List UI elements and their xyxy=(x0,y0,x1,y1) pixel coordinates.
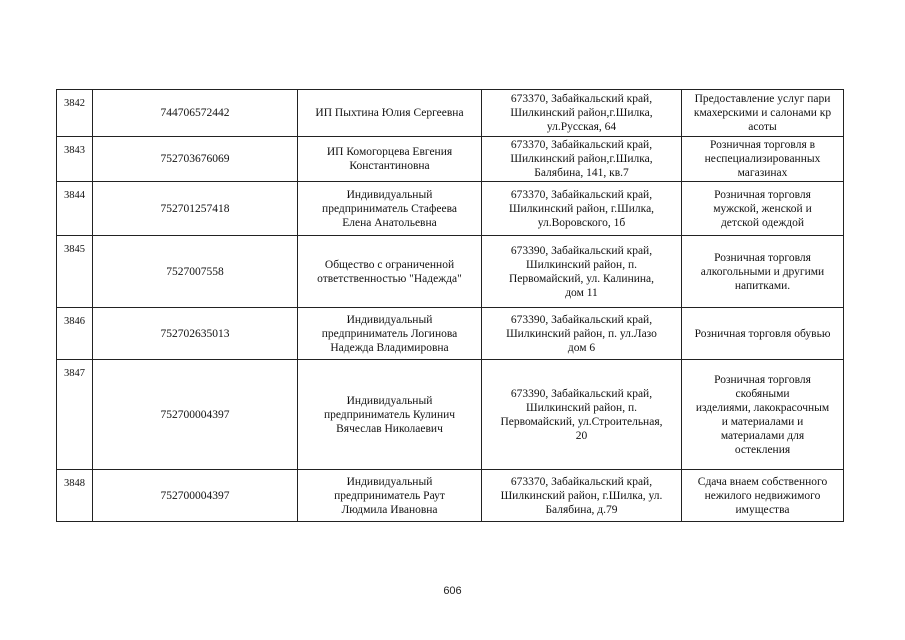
inn-cell: 752701257418 xyxy=(93,182,298,236)
address-cell: 673370, Забайкальский край, Шилкинский район, г.Шилка, ул. Балябина, д.79 xyxy=(482,470,682,522)
address-cell: 673370, Забайкальский край, Шилкинский район,г.Шилка, ул.Русская, 64 xyxy=(482,90,682,137)
table-row xyxy=(57,182,844,236)
business-name-cell: ИП Пыхтина Юлия Сергеевна xyxy=(298,90,482,137)
page-number: 606 xyxy=(443,585,462,597)
inn-cell: 744706572442 xyxy=(93,90,298,137)
address-cell: 673370, Забайкальский край, Шилкинский район,г.Шилка, Балябина, 141, кв.7 xyxy=(482,137,682,182)
activity-cell: Розничная торговля скобяными изделиями, лакокрасочным и материалами и материалами для остекления xyxy=(682,360,844,470)
activity-cell: Розничная торговля мужской, женской и детской одеждой xyxy=(682,182,844,236)
inn-cell: 752700004397 xyxy=(93,360,298,470)
address-cell: 673370, Забайкальский край, Шилкинский район, г.Шилка, ул.Воровского, 1б xyxy=(482,182,682,236)
table-row xyxy=(57,236,844,308)
business-name-cell: Индивидуальный предприниматель Стафеева Елена Анатольевна xyxy=(298,182,482,236)
business-name-cell: Индивидуальный предприниматель Логинова Надежда Владимировна xyxy=(298,308,482,360)
table-row xyxy=(57,137,844,182)
table-row xyxy=(57,308,844,360)
row-number: 3842 xyxy=(57,90,93,137)
table-row xyxy=(57,470,844,522)
inn-cell: 752703676069 xyxy=(93,137,298,182)
row-number: 3845 xyxy=(57,236,93,308)
activity-cell: Сдача внаем собственного нежилого недвижимого имущества xyxy=(682,470,844,522)
row-number: 3844 xyxy=(57,182,93,236)
row-number: 3847 xyxy=(57,360,93,470)
business-name-cell: Общество с ограниченной ответственностью "Надежда" xyxy=(298,236,482,308)
activity-cell: Розничная торговля в неспециализированных магазинах xyxy=(682,137,844,182)
activity-cell: Розничная торговля обувью xyxy=(682,308,844,360)
business-name-cell: Индивидуальный предприниматель Раут Людмила Ивановна xyxy=(298,470,482,522)
registry-table xyxy=(56,89,844,522)
address-cell: 673390, Забайкальский край, Шилкинский район, п. ул.Лазо дом 6 xyxy=(482,308,682,360)
inn-cell: 752700004397 xyxy=(93,470,298,522)
table-row xyxy=(57,360,844,470)
inn-cell: 7527007558 xyxy=(93,236,298,308)
inn-cell: 752702635013 xyxy=(93,308,298,360)
address-cell: 673390, Забайкальский край, Шилкинский район, п. Первомайский, ул.Строительная, 20 xyxy=(482,360,682,470)
registry-body xyxy=(57,90,844,522)
row-number: 3848 xyxy=(57,470,93,522)
row-number: 3846 xyxy=(57,308,93,360)
row-number: 3843 xyxy=(57,137,93,182)
activity-cell: Розничная торговля алкогольными и другими напитками. xyxy=(682,236,844,308)
activity-cell: Предоставление услуг пари кмахерскими и салонами кр асоты xyxy=(682,90,844,137)
business-name-cell: ИП Комогорцева Евгения Константиновна xyxy=(298,137,482,182)
address-cell: 673390, Забайкальский край, Шилкинский район, п. Первомайский, ул. Калинина, дом 11 xyxy=(482,236,682,308)
table-row xyxy=(57,90,844,137)
business-name-cell: Индивидуальный предприниматель Кулинич Вячеслав Николаевич xyxy=(298,360,482,470)
